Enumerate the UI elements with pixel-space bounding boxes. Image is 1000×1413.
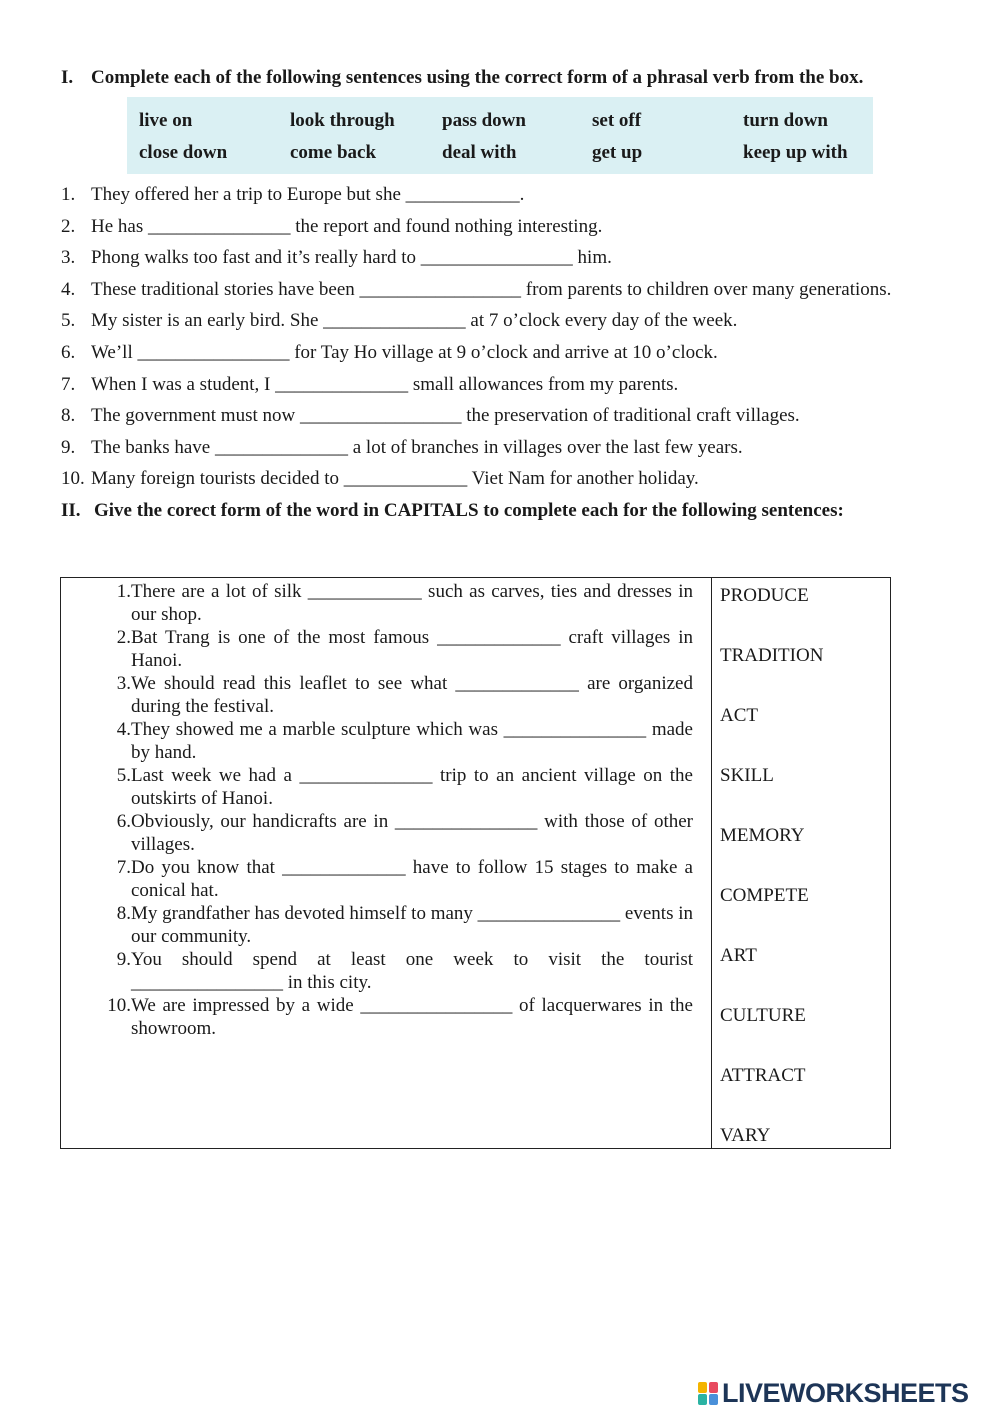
capital-word: ATTRACT	[720, 1065, 806, 1086]
question-number: 10.	[107, 995, 131, 1016]
question-number: 8.	[116, 903, 131, 924]
question-number: 6.	[116, 811, 131, 832]
liveworksheets-logo	[698, 1378, 969, 1408]
capital-word: COMPETE	[720, 885, 809, 906]
question-number: 1.	[116, 581, 131, 602]
phrasal-verb-box	[127, 97, 873, 174]
capital-word: PRODUCE	[720, 585, 809, 606]
word-box-item: close down	[139, 142, 228, 163]
question-text: Obviously, our handicrafts are in _______________ with those of other villages.	[131, 811, 693, 855]
question-number: 3.	[61, 247, 76, 269]
question-text: The government must now _________________ the preservation of traditional craft villages.	[91, 405, 800, 427]
question-text: These traditional stories have been _________________ from parents to children over many generations.	[91, 278, 892, 300]
question-number: 1.	[61, 184, 76, 205]
section-2-number: II.	[61, 500, 81, 521]
question-number: 7.	[116, 857, 131, 878]
question-number: 5.	[116, 765, 131, 786]
question-text: Phong walks too fast and it’s really hard to ________________ him.	[91, 247, 612, 269]
question-number: 4.	[61, 278, 76, 300]
question-text: When I was a student, I ______________ small allowances from my parents.	[91, 373, 679, 395]
question-text: Bat Trang is one of the most famous _____________ craft villages in Hanoi.	[131, 627, 693, 671]
section-1-number: I.	[61, 67, 74, 88]
question-number: 3.	[116, 673, 131, 694]
question-text: You should spend at least one week to visit the tourist ________________ in this city.	[131, 949, 693, 993]
word-box-item: live on	[139, 110, 193, 131]
question-text: We’ll ________________ for Tay Ho village at 9 o’clock and arrive at 10 o’clock.	[91, 342, 718, 363]
section-1-instruction: Complete each of the following sentences using the correct form of a phrasal verb from the box.	[91, 67, 864, 88]
capital-word: ACT	[720, 705, 758, 726]
word-box-item: get up	[592, 142, 643, 163]
question-number: 8.	[61, 405, 76, 427]
question-number: 5.	[61, 310, 76, 332]
question-text: My grandfather has devoted himself to many _______________ events in our community.	[131, 903, 693, 947]
question-text: Many foreign tourists decided to _____________ Viet Nam for another holiday.	[91, 468, 699, 490]
question-text: My sister is an early bird. She _______________ at 7 o’clock every day of the week.	[91, 310, 738, 332]
question-text: We should read this leaflet to see what _____________ are organized during the festival.	[131, 673, 693, 717]
question-number: 4.	[116, 719, 131, 740]
liveworksheets-logo-text: LIVEWORKSHEETS	[722, 1377, 969, 1408]
question-number: 2.	[61, 215, 76, 237]
capital-word: TRADITION	[720, 645, 824, 666]
capital-word: SKILL	[720, 765, 774, 786]
question-text: They showed me a marble sculpture which was _______________ made by hand.	[131, 719, 693, 763]
word-form-table	[60, 577, 891, 1149]
capital-word: CULTURE	[720, 1005, 806, 1026]
question-number: 6.	[61, 342, 76, 363]
table-divider	[711, 578, 712, 1148]
word-box-item: deal with	[442, 142, 517, 163]
question-text: We are impressed by a wide ________________ of lacquerwares in the showroom.	[131, 995, 693, 1039]
question-text: The banks have ______________ a lot of branches in villages over the last few years.	[91, 436, 743, 458]
question-text: Do you know that _____________ have to follow 15 stages to make a conical hat.	[131, 857, 693, 901]
question-text: He has _______________ the report and found nothing interesting.	[91, 215, 603, 237]
liveworksheets-logo-icon	[698, 1380, 720, 1406]
question-text: There are a lot of silk ____________ such as carves, ties and dresses in our shop.	[131, 581, 693, 625]
question-text: They offered her a trip to Europe but she ____________.	[91, 184, 525, 205]
word-box-item: come back	[290, 142, 377, 163]
word-box-item: turn down	[743, 110, 828, 131]
question-number: 9.	[61, 436, 76, 458]
question-number: 2.	[116, 627, 131, 648]
word-box-item: keep up with	[743, 142, 848, 163]
question-number: 9.	[116, 949, 131, 970]
word-box-item: pass down	[442, 110, 526, 131]
capital-word: ART	[720, 945, 757, 966]
question-text: Last week we had a ______________ trip to an ancient village on the outskirts of Hanoi.	[131, 765, 693, 809]
question-number: 10.	[61, 468, 85, 490]
word-box-item: look through	[290, 110, 395, 131]
word-box-item: set off	[592, 110, 642, 131]
capital-word: VARY	[720, 1125, 771, 1146]
capital-word: MEMORY	[720, 825, 805, 846]
question-number: 7.	[61, 373, 76, 395]
section-2-instruction: Give the corect form of the word in CAPITALS to complete each for the following sentences:	[94, 500, 844, 521]
